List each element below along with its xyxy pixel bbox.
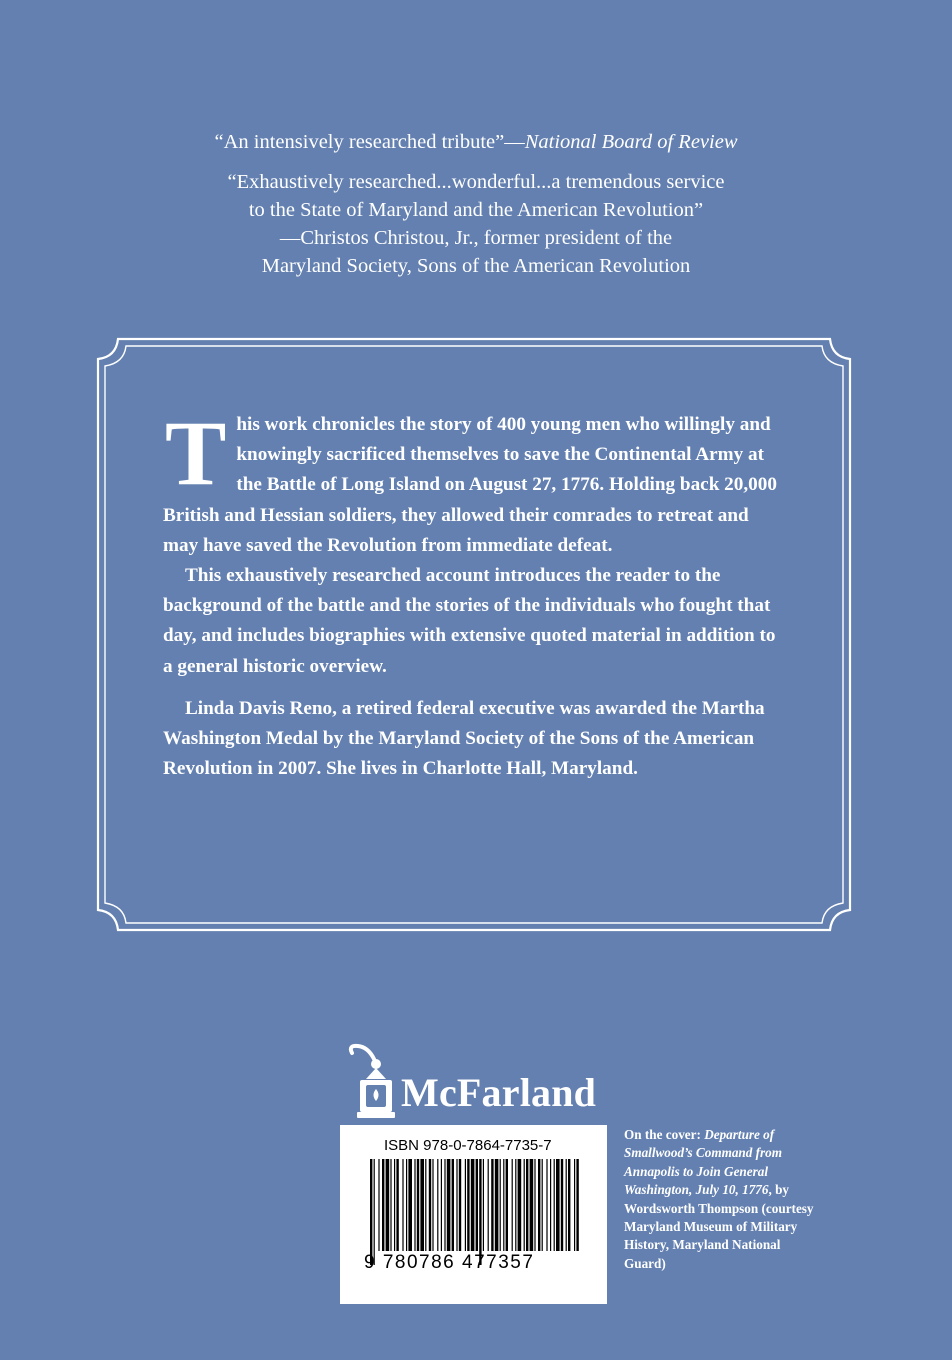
cover-credit-title: Departure of Smallwood’s Command from Annapolis to Join General Washington, July 10, 1776 (624, 1127, 783, 1198)
quote-christou (0, 168, 952, 280)
publisher-name: McFarland (401, 1070, 597, 1115)
barcode-bars-icon (370, 1159, 580, 1267)
publisher-logo (344, 1043, 614, 1123)
isbn-label: ISBN 978-0-7864-7735-7 (384, 1137, 552, 1154)
cover-credit-prefix: On the cover: (624, 1127, 705, 1142)
lantern-icon (344, 1043, 398, 1121)
author-bio: Linda Davis Reno, a retired federal executive was awarded the Martha Washington Medal by the Maryland Society of the Sons of the American Revolution in 2007. She lives in Charlotte Hall, Maryland. (163, 697, 765, 780)
drop-cap: T (165, 402, 227, 504)
quote-national-board (0, 128, 952, 156)
isbn-barcode (340, 1125, 607, 1304)
description-paragraph-1 (163, 402, 785, 561)
cover-credit-suffix: , by Wordsworth Thompson (courtesy Maryland Museum of Military History, Maryland National Guard) (624, 1182, 814, 1271)
quote-2-line: to the State of Maryland and the American Revolution” (248, 199, 704, 221)
quote-1-source: National Board of Review (524, 131, 738, 153)
quote-2-line: “Exhaustively researched...wonderful...a tremendous service (227, 171, 725, 193)
review-quotes (0, 128, 952, 280)
description-paragraph-2: This exhaustively researched account introduces the reader to the background of the battle and the stories of the individuals who fought that day, and includes biographies with extensive quoted material in addition to a general historic overview. (163, 565, 776, 677)
cover-credit (624, 1126, 824, 1273)
book-description (163, 402, 785, 784)
quote-1-text: “An intensively researched tribute”— (214, 131, 525, 153)
quote-2-line: Maryland Society, Sons of the American Revolution (261, 255, 691, 277)
quote-2-line: —Christos Christou, Jr., former president of the (279, 227, 673, 249)
paragraph-1-text: his work chronicles the story of 400 young men who willingly and knowingly sacrificed themselves to save the Continental Army at the Battle of Long Island on August 27, 1776. Holding back 20,000 British and Hessian soldiers, they allowed their comrades to retreat and may have saved the Revolution from immediate defeat. (163, 414, 777, 556)
isbn-digits: 9 780786 477357 (364, 1252, 535, 1273)
